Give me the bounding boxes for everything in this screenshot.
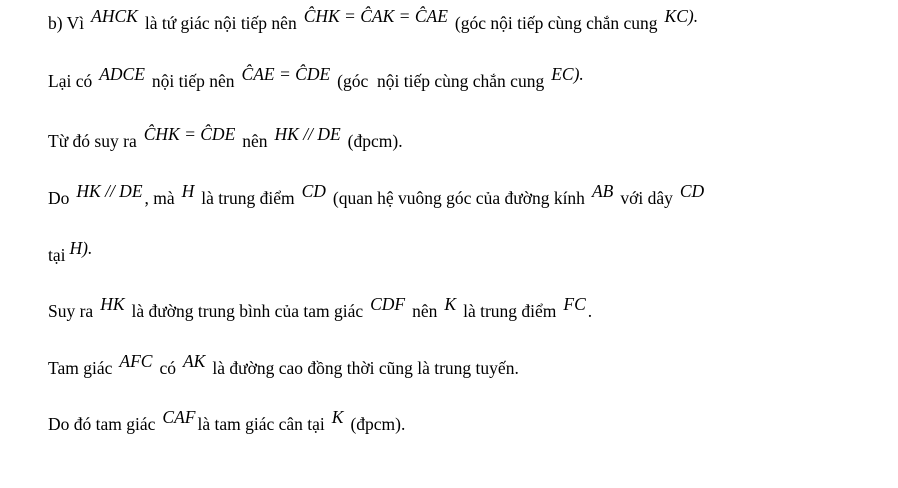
math-segment: K [331,407,344,427]
line-1-vi-ahck [48,6,700,34]
math-segment: H [181,181,195,201]
text-segment: với dây [620,188,673,208]
math-segment: ĈAE = ĈDE [241,64,331,84]
text-segment: có [159,358,176,378]
math-segment: ĈHK = ĈAK = ĈAE [303,6,448,26]
text-segment: là đường trung bình của tam giác [131,301,364,321]
math-segment: CAF [162,407,196,427]
math-segment: CD [679,181,705,201]
math-segment: H). [69,238,93,258]
text-segment: Từ đó suy ra [48,131,137,151]
math-segment: FC [563,294,586,314]
line-7-tam-giac-afc [48,351,519,379]
math-segment: HK [100,294,125,314]
math-segment: K [444,294,457,314]
line-8-do-do-tam-giac-caf [48,407,406,435]
math-segment: EC). [551,64,584,84]
text-segment: (quan hệ vuông góc của đường kính [332,188,585,208]
math-segment: AFC [119,351,153,371]
math-segment: AB [591,181,614,201]
math-segment: ADCE [99,64,145,84]
text-segment: Tam giác [48,358,113,378]
text-segment: tại [48,245,66,265]
math-segment: CD [301,181,326,201]
math-segment: KC). [664,6,699,26]
text-segment: là tam giác cân tại [197,414,325,434]
text-segment: Suy ra [48,301,94,321]
line-6-suy-ra-hk [48,294,593,322]
line-5-tai-h [48,238,99,266]
text-segment: (đpcm). [350,414,406,434]
text-segment: (góc nội tiếp cùng chắn cung [454,13,658,33]
math-segment: ĈHK = ĈDE [143,124,236,144]
text-segment: Do [48,188,70,208]
math-segment: HK // DE [76,181,143,201]
text-segment: (góc nội tiếp cùng chắn cung [337,71,545,91]
math-segment: AHCK [91,6,138,26]
text-segment: nên [412,301,438,321]
text-segment: . [587,301,593,321]
line-2-lai-co [48,64,591,92]
math-segment: CDF [370,294,406,314]
line-4-do-hk-de [48,181,706,209]
math-segment: HK // DE [274,124,341,144]
text-segment: (đpcm). [347,131,403,151]
text-segment: nên [242,131,268,151]
text-segment: Do đó tam giác [48,414,156,434]
text-segment: là tứ giác nội tiếp nên [144,13,297,33]
math-segment: AK [182,351,206,371]
text-segment: là trung điểm [201,188,295,208]
text-segment: Lại có [48,71,93,91]
text-segment: là trung điểm [463,301,557,321]
text-segment: , mà [144,188,175,208]
text-segment: nội tiếp nên [151,71,235,91]
text-segment: b) Vì [48,13,85,33]
text-segment: là đường cao đồng thời cũng là trung tuyến. [212,358,519,378]
line-3-tu-do-suy-ra [48,124,403,152]
